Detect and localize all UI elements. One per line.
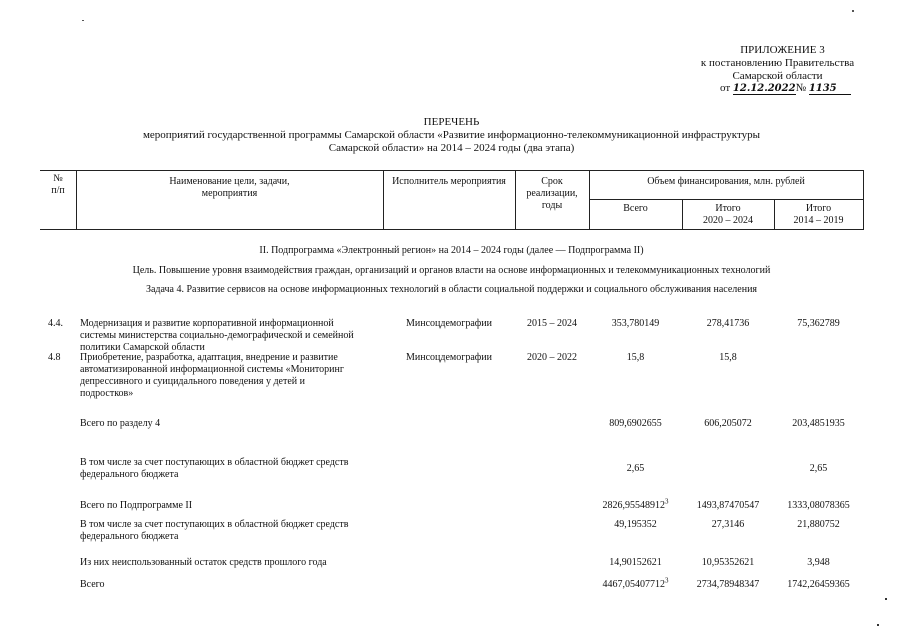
- title-line1: мероприятий государственной программы Самарской области «Развитие информационно-телекоммуникационной инфраструктуры: [142, 129, 761, 141]
- summary-total: 4467,05407712$^3$: [602, 576, 669, 590]
- row-term: 2020 – 2022: [527, 352, 577, 363]
- summary-total-2020: 10,95352621: [701, 557, 755, 568]
- col-executor-header: Исполнитель мероприятия: [392, 176, 506, 187]
- table-row: [40, 352, 863, 408]
- row-term: 2015 – 2024: [527, 318, 577, 329]
- summary-total-2014: 3,948: [807, 557, 830, 568]
- handwritten-date: 12.12.2022: [732, 83, 796, 94]
- summary-row: [40, 497, 863, 514]
- row-name: Модернизация и развитие корпоративной информационной системы министерства социально-демографической и семейной политики Самарской области: [80, 318, 354, 353]
- row-executor: Минсоцдемографии: [406, 318, 492, 329]
- summary-total: 14,90152621: [609, 557, 662, 568]
- summary-total-2020: 1493,87470547: [696, 500, 760, 511]
- col-term-header: Срок реализации, годы: [526, 176, 578, 211]
- title-heading: ПЕРЕЧЕНЬ: [423, 116, 480, 128]
- summary-label: В том числе за счет поступающих в областной бюджет средств федерального бюджета: [80, 457, 349, 480]
- number-sign: №: [795, 82, 807, 94]
- summary-total-2014: 1742,26459365: [787, 579, 850, 590]
- summary-label: Всего по разделу 4: [80, 418, 161, 429]
- summary-label: Из них неиспользованный остаток средств прошлого года: [80, 557, 327, 568]
- summary-total: 49,195352: [614, 519, 657, 530]
- goal-heading: Цель. Повышение уровня взаимодействия граждан, организаций и органов власти на основе информационных и телекоммуникационных технологий: [132, 265, 771, 276]
- summary-total-2014: 1333,08078365: [787, 500, 850, 511]
- footnote-mark: 3: [665, 576, 669, 585]
- summary-total-2020: 606,205072: [704, 418, 752, 429]
- row-name: Приобретение, разработка, адаптация, внедрение и развитие автоматизированной информационной системы «Мониторинг депрессивного и суицидального поведения у детей и подростков»: [80, 352, 344, 399]
- document-title: [40, 116, 863, 155]
- summary-label: Всего: [80, 579, 105, 590]
- scan-speck: [885, 598, 887, 600]
- row-total-2020: 278,41736: [706, 318, 750, 329]
- handwritten-number: 1135: [809, 83, 851, 95]
- subprogram-heading: II. Подпрограмма «Электронный регион» на 2014 – 2024 годы (далее — Подпрограмма II): [259, 245, 644, 256]
- appendix-date-line: [720, 82, 851, 95]
- summary-label: В том числе за счет поступающих в областной бюджет средств федерального бюджета: [80, 519, 349, 542]
- row-total: 15,8: [626, 352, 645, 363]
- summary-total-2014: 203,4851935: [792, 418, 845, 429]
- summary-total: 809,6902655: [609, 418, 662, 429]
- date-prefix: от: [720, 82, 731, 94]
- col-funding-header: Объем финансирования, млн. рублей: [647, 176, 805, 187]
- row-number: 4.4.: [48, 318, 63, 329]
- col-total-2014-header: Итого 2014 – 2019: [793, 203, 844, 226]
- summary-row: [40, 418, 863, 432]
- row-total-2014: 75,362789: [797, 318, 840, 329]
- summary-total-2020: 27,3146: [711, 519, 745, 530]
- summary-row: [40, 557, 863, 571]
- task-heading: Задача 4. Развитие сервисов на основе информационных технологий в области социальной поддержки и социального обслуживания населения: [145, 284, 758, 295]
- appendix-block: [690, 44, 865, 83]
- col-total-header: Всего: [623, 203, 648, 214]
- footnote-mark: 3: [665, 497, 669, 506]
- summary-total-2014: 21,880752: [797, 519, 840, 530]
- summary-row: [40, 519, 863, 545]
- row-executor: Минсоцдемографии: [406, 352, 492, 363]
- summary-total-2020: 2734,78948347: [696, 579, 760, 590]
- appendix-line2: к постановлению Правительства: [700, 57, 855, 69]
- row-number: 4.8: [48, 352, 61, 363]
- summary-total: 2,65: [626, 463, 645, 474]
- appendix-title: ПРИЛОЖЕНИЕ 3: [740, 44, 825, 56]
- appendix-line3: Самарской области: [732, 70, 823, 82]
- row-total-2020: 15,8: [719, 352, 737, 363]
- scan-speck: [852, 10, 854, 12]
- summary-label: Всего по Подпрограмме II: [80, 500, 193, 511]
- table-header: № п/п Наименование цели, задачи, мероприятия Исполнитель мероприятия Срок реализации, годы Объем финансирования, млн. рублей Всего Итого 2020 – 2024 Итого 2014 – 2019: [40, 170, 864, 230]
- scan-speck: [82, 20, 84, 21]
- summary-total-2014: 2,65: [809, 463, 828, 474]
- row-total: 353,780149: [611, 318, 660, 329]
- summary-row: [40, 576, 863, 593]
- col-name-header: Наименование цели, задачи, мероприятия: [169, 176, 290, 199]
- summary-total: 2826,95548912$^3$: [602, 497, 669, 511]
- table-row: [40, 318, 863, 352]
- col-total-2020-header: Итого 2020 – 2024: [703, 203, 753, 226]
- summary-row: [40, 457, 863, 483]
- scan-speck: [877, 624, 879, 626]
- col-number-header: №: [53, 173, 63, 184]
- title-line2: Самарской области» на 2014 – 2024 годы (два этапа): [328, 142, 575, 154]
